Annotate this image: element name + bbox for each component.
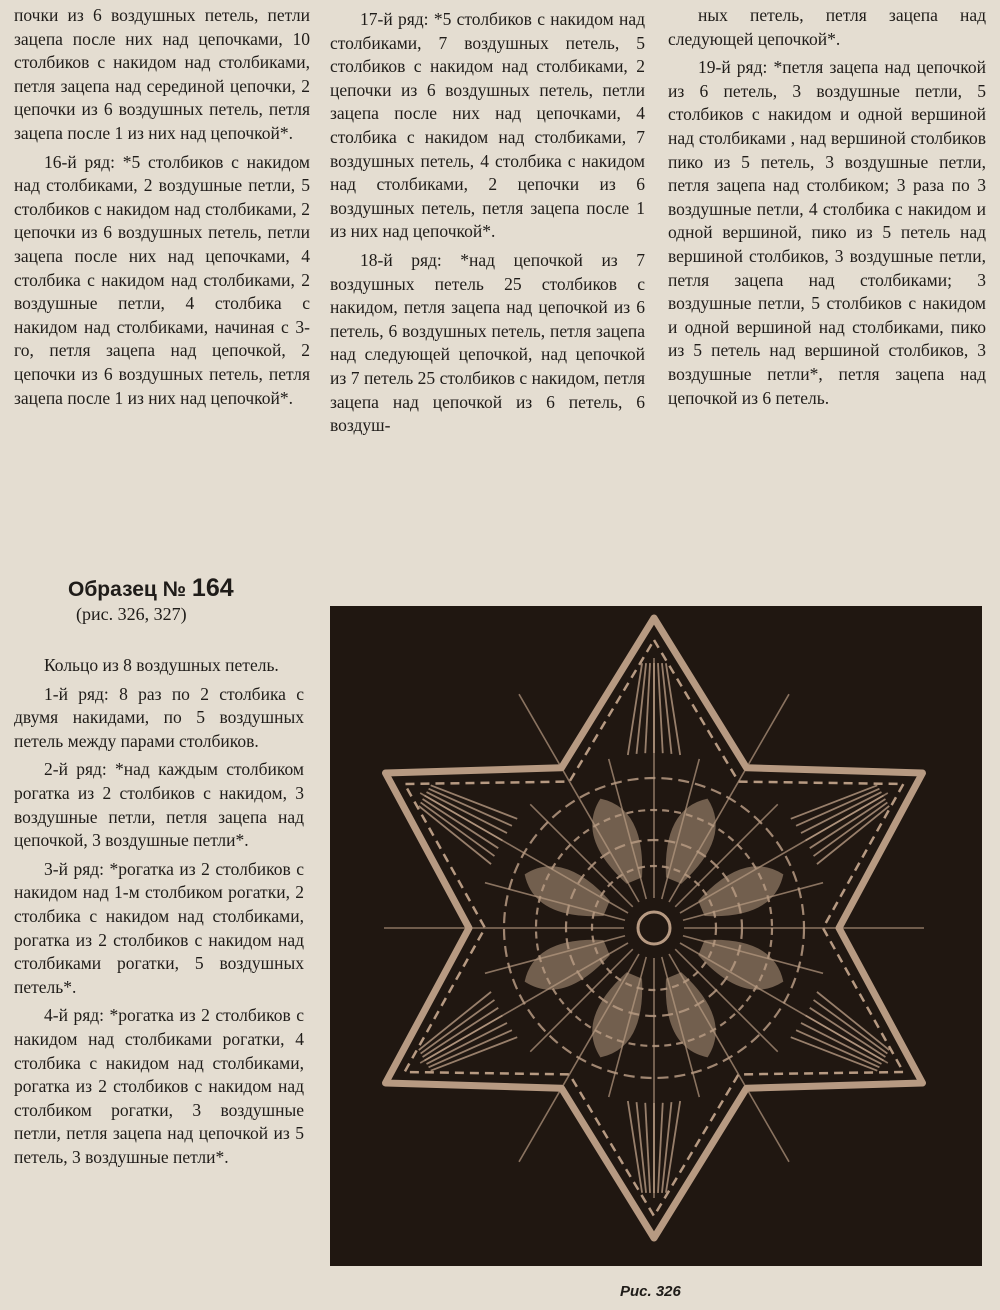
doily-point-fan (662, 1102, 672, 1193)
doily-point-fan (666, 663, 680, 755)
paragraph-row-17: 17-й ряд: *5 столбиков с накидом над столбиками, 7 воздушных петель, 5 столбиков с накидом над столбиками, 2 цепочки из 6 воздушных петель, петли зацепа после них над цепочками, 4 столбика с накидом над столбиками, 7 воздушных петель, 4 столбика с накидом над столбиками, 2 цепочки из 6 воздушных петель, петля зацепа после 1 из них над цепочкой*. (330, 9, 645, 242)
sample-number: 164 (191, 574, 234, 602)
paragraph-row-19: 19-й ряд: *петля зацепа над цепочкой из 6 петель, 3 воздушные петли, 5 столбиков с накидом и одной вершиной над столбиками , над вершиной столбиков пико из 5 петель, 3 воздушные петли, петля зацепа над столбиком; 3 раза по 3 воздушные петли, 4 столбика с накидом и одной вершиной, пико из 5 петель над вершиной столбиков, 3 воздушные петли, петля зацепа над столбиками; 3 воздушные петли, 5 столбиков с накидом и одной вершиной над столбиками, пико из 5 петель над вершиной столбиков, 3 воздушные петли*, петля зацепа над цепочкой из 6 петель. (668, 57, 986, 408)
doily-point-fan (637, 663, 647, 754)
doily-photo (330, 606, 982, 1266)
doily-point-fan (628, 1101, 642, 1193)
doily-point-fan (796, 789, 879, 826)
paragraph-row-18: 18-й ряд: *над цепочкой из 7 воздушных петель 25 столбиков с накидом, петля зацепа над цепочкой из 6 петель, 6 воздушных петель, петля зацепа над следующей цепочкой, над цепочкой из 7 петель 25 столбиков с накидом, петля зацепа над цепочкой из 6 петель, 6 воздуш- (330, 249, 645, 436)
sample-title (68, 574, 234, 604)
doily-point-fan (645, 663, 650, 753)
text-column-2 (330, 8, 645, 438)
paragraph-ring: Кольцо из 8 воздушных петель. (44, 655, 279, 675)
paragraph: почки из 6 воздушных петель, петли зацепа после них над цепочками, 10 столбиков с накидом над столбиками, петля зацепа над серединой цепочки, 2 цепочки из 6 воздушных петель, петля зацепа после 1 из них над цепочкой*. (14, 5, 310, 143)
doily-point-fan (637, 1102, 647, 1193)
doily-point-fan (791, 1037, 878, 1071)
text-column-1 (14, 4, 310, 410)
doily-petal (666, 972, 716, 1057)
text-column-1-lower (14, 654, 304, 1169)
paragraph-row-4: 4-й ряд: *рогатка из 2 столбиков с накидом над столбиками рогатки, 4 столбика с накидом над столбиками, рогатка из 2 столбиков с накидом над столбиком рогатки, 3 воздушные петли, петля зацепа над цепочкой из 5 петель, 3 воздушные петли*. (14, 1005, 304, 1167)
figure-caption: Рис. 326 (620, 1283, 681, 1300)
sample-title-prefix: Образец № (68, 578, 187, 601)
doily-point-fan (666, 1101, 680, 1193)
paragraph-row-16: 16-й ряд: *5 столбиков с накидом над столбиками, 2 воздушные петли, 5 столбиков с накидом над столбиками, 2 цепочки из 6 воздушных петель, петли зацепа после них над цепочками, 4 столбика с накидом над столбиками, 2 воздушные петли, 4 столбика с накидом над столбиками, начиная с 3-го, петля зацепа над цепочкой, 2 цепочки из 6 воздушных петель, петля зацепа после 1 из них над цепочкой*. (14, 151, 310, 408)
doily-point-fan (658, 663, 663, 753)
doily-point-fan (628, 663, 642, 755)
sample-subtitle: (рис. 326, 327) (76, 604, 187, 624)
doily-point-fan (431, 1037, 518, 1071)
doily-point-fan (791, 785, 878, 819)
doily-petal (698, 940, 783, 990)
doily-point-fan (658, 1103, 663, 1193)
paragraph-row-1: 1-й ряд: 8 раз по 2 столбика с двумя накидами, по 5 воздушных петель между парами столбиков. (14, 683, 304, 751)
doily-petal (666, 799, 716, 884)
paragraph-row-3: 3-й ряд: *рогатка из 2 столбиков с накидом над 1-м столбиком рогатки, 2 столбика с накидом над столбиками, рогатка из 2 столбиков с накидом над столбиками рогатки, 5 воздушных петель*. (14, 858, 304, 997)
doily-point-fan (662, 663, 672, 754)
doily-point-fan (431, 785, 518, 819)
doily-point-fan (429, 789, 512, 826)
paragraph-row-2: 2-й ряд: *над каждым столбиком рогатка из 2 столбиков с накидом, 3 воздушные петли, петля зацепа над цепочкой, 3 воздушные петли*. (14, 759, 304, 851)
doily-point-fan (796, 1030, 879, 1067)
doily-petal (592, 799, 642, 884)
doily-illustration (330, 606, 982, 1266)
doily-center-ring (638, 912, 670, 944)
doily-point-fan (429, 1030, 512, 1067)
paragraph: ных петель, петля зацепа над следующей цепочкой*. (668, 5, 986, 49)
text-column-3 (668, 4, 986, 410)
doily-point-fan (645, 1103, 650, 1193)
